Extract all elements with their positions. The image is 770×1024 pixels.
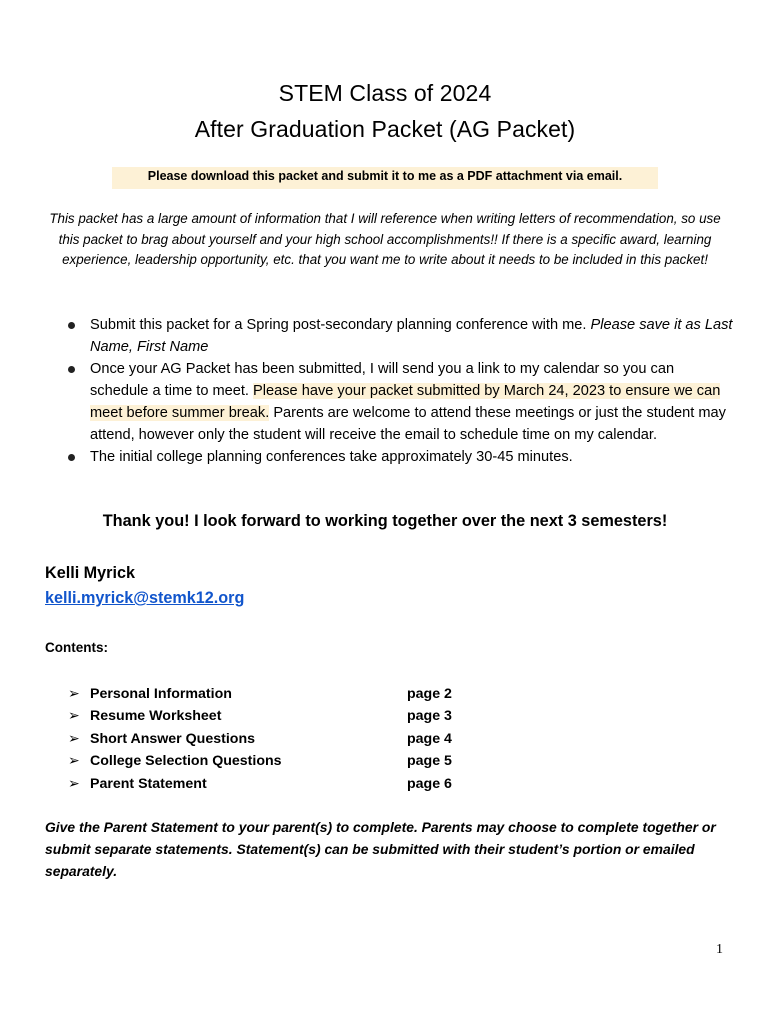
toc-item-title: Parent Statement	[90, 775, 207, 792]
bullet-text: Submit this packet for a Spring post-secondary planning conference with me.	[90, 317, 591, 333]
toc-item-page: page 3	[407, 708, 452, 725]
toc-item	[68, 750, 488, 772]
toc-item-title: College Selection Questions	[90, 753, 282, 770]
parent-statement-note: Give the Parent Statement to your parent(s) to complete. Parents may choose to complete together or submit separate statements. Statement(s) can be submitted with their student’s portion or emailed separately.	[45, 819, 716, 879]
bullet-text: Once your AG Packet has been submitted, I will send you a link to my calendar so you can schedule a time to meet.	[90, 361, 675, 399]
bullet-text: The initial college planning conferences take approximately 30-45 minutes.	[90, 449, 573, 465]
intro-paragraph: This packet has a large amount of information that I will reference when writing letters of recommendation, so use this packet to brag about yourself and your high school accomplishments!! If there is a specific award, learning experience, leadership opportunity, etc. that you want me to write about it needs to be included in this packet!	[49, 211, 721, 267]
submission-instruction: Please download this packet and submit it to me as a PDF attachment via email.	[147, 169, 623, 183]
toc-item-page: page 5	[407, 753, 452, 770]
save-name-instruction: Please save it as Last Name, First Name	[90, 317, 733, 355]
toc-item-title: Short Answer Questions	[90, 730, 256, 747]
table-of-contents	[68, 683, 488, 795]
page-number: 1	[716, 942, 723, 957]
contents-heading: Contents:	[45, 640, 108, 655]
list-item	[66, 358, 736, 446]
list-item	[66, 314, 736, 358]
email-link[interactable]: kelli.myrick@stemk12.org	[45, 589, 245, 607]
toc-item-page: page 2	[407, 686, 452, 702]
arrow-bullet-icon: ➢	[68, 730, 80, 747]
document-subtitle: After Graduation Packet (AG Packet)	[194, 116, 576, 142]
toc-item-title: Personal Information	[90, 686, 232, 702]
thank-you-message: Thank you! I look forward to working together over the next 3 semesters!	[102, 512, 668, 530]
toc-item	[68, 705, 488, 727]
bullet-text: Parents are welcome to attend these meetings or just the student may attend, however only the student will receive the email to schedule time on my calendar.	[90, 405, 726, 443]
toc-item-page: page 4	[407, 730, 452, 747]
toc-item-page: page 6	[407, 775, 452, 792]
document-title: STEM Class of 2024	[278, 80, 492, 106]
arrow-bullet-icon: ➢	[68, 775, 80, 792]
toc-item-title: Resume Worksheet	[90, 708, 222, 725]
deadline-highlight: Please have your packet submitted by March 24, 2023 to ensure we can meet before summer break.	[90, 383, 721, 421]
signature-name: Kelli Myrick	[45, 564, 135, 582]
arrow-bullet-icon: ➢	[68, 686, 80, 702]
instructions-list	[66, 314, 736, 468]
toc-item	[68, 683, 488, 705]
arrow-bullet-icon: ➢	[68, 708, 80, 725]
toc-item	[68, 773, 488, 795]
arrow-bullet-icon: ➢	[68, 753, 80, 770]
toc-item	[68, 728, 488, 750]
list-item	[66, 446, 736, 468]
